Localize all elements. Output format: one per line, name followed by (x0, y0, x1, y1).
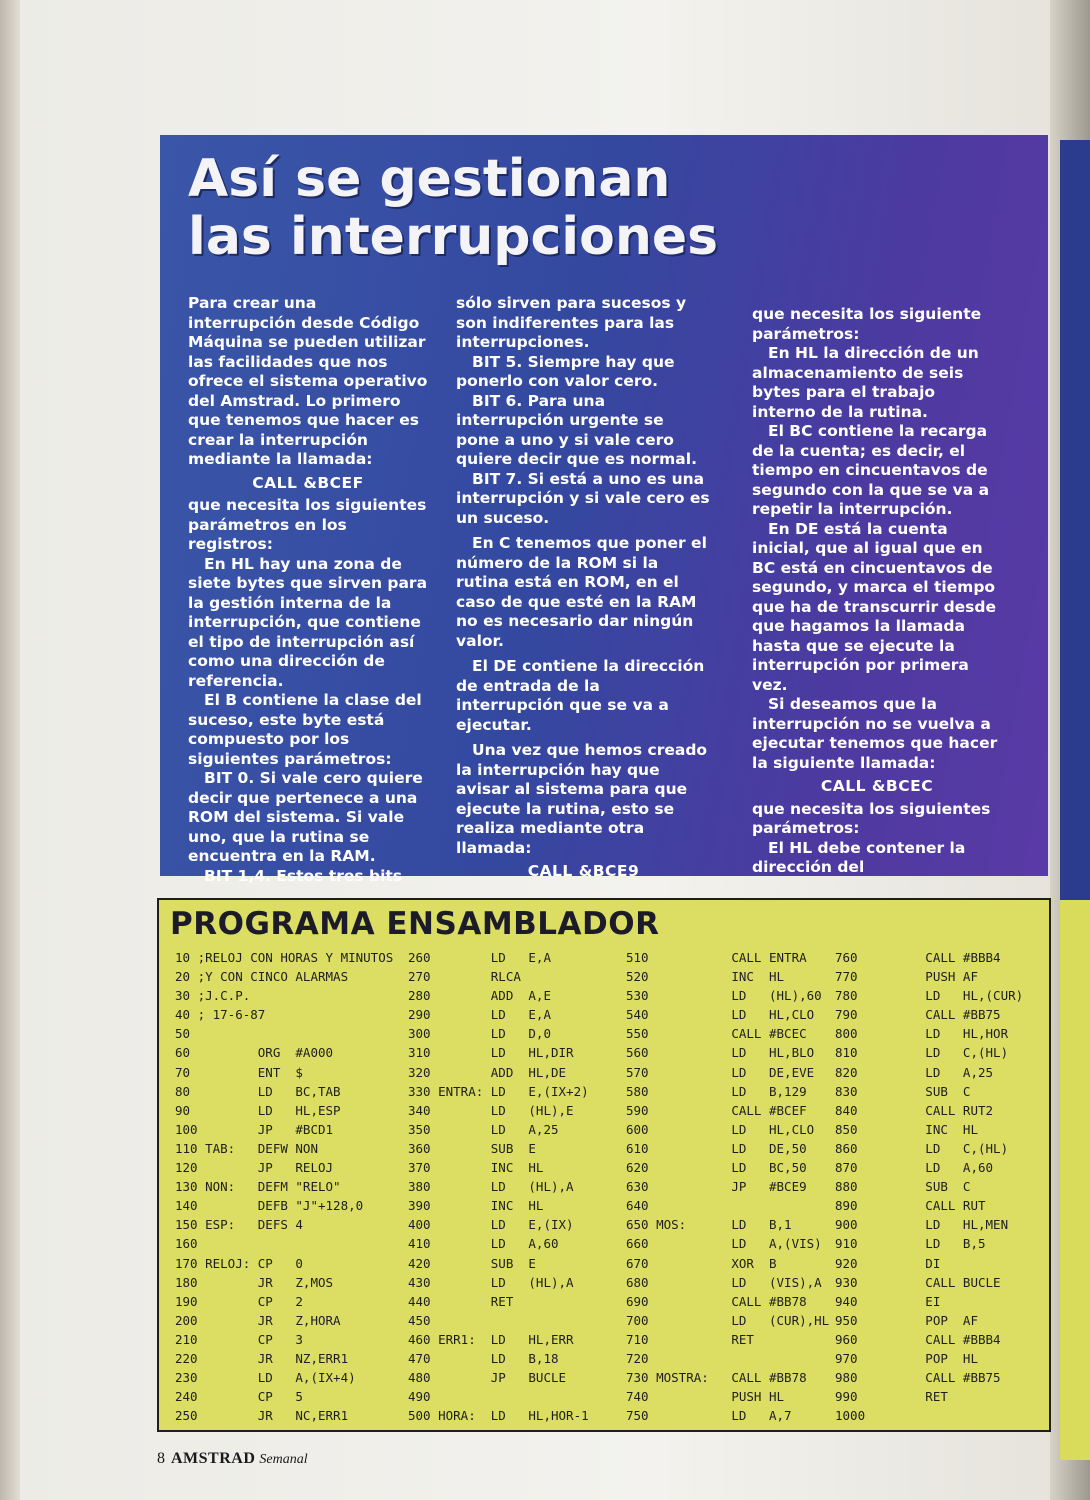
title-line-1: Así se gestionan (188, 149, 671, 209)
paragraph: BIT 1,4. Estos tres bits (204, 866, 403, 885)
code-line: 250 JR NC,ERR1 (175, 1408, 349, 1424)
code-line: 50 (175, 1026, 191, 1042)
code-line: 540 LD HL,CLO (626, 1007, 815, 1023)
code-line: 700 LD (CUR),HL (626, 1312, 830, 1328)
code-line: 880 SUB C (835, 1179, 971, 1195)
code-line: 380 LD (HL),A (408, 1179, 574, 1195)
code-line: 580 LD B,129 (626, 1083, 807, 1099)
code-line: 920 DI (835, 1255, 941, 1271)
code-column-4 (835, 948, 1023, 1425)
code-line: 190 CP 2 (175, 1293, 303, 1309)
code-line: 970 POP HL (835, 1350, 978, 1366)
paragraph: que necesita los siguiente parámetros: (752, 305, 982, 343)
code-line: 110 TAB: DEFW NON (175, 1140, 318, 1156)
code-line: 570 LD DE,EVE (626, 1064, 815, 1080)
code-line: 400 LD E,(IX) (408, 1217, 574, 1233)
paragraph: El DE contiene la dirección de entrada de la interrupción que se va a ejecutar. (456, 657, 705, 734)
article-column-1 (188, 294, 428, 886)
code-line: 790 CALL #BB75 (835, 1007, 1001, 1023)
call-statement: CALL &BCEF (252, 473, 364, 492)
code-line: 680 LD (VIS),A (626, 1274, 822, 1290)
code-line: 1000 (835, 1408, 866, 1424)
code-line: 370 INC HL (408, 1160, 544, 1176)
paragraph: Si deseamos que la interrupción no se vuelva a ejecutar tenemos que hacer la siguiente llamada: (752, 695, 998, 772)
code-line: 310 LD HL,DIR (408, 1045, 574, 1061)
code-line: 490 (408, 1389, 431, 1405)
title-line-2: las interrupciones (188, 207, 719, 267)
paragraph: En HL la dirección de un almacenamiento de seis bytes para el trabajo interno de la rutina. (752, 344, 979, 421)
code-line: 80 LD BC,TAB (175, 1083, 341, 1099)
code-line: 910 LD B,5 (835, 1236, 986, 1252)
program-title: PROGRAMA ENSAMBLADOR (170, 906, 660, 942)
binding-spine (0, 0, 20, 1500)
code-line: 520 INC HL (626, 969, 785, 985)
code-line: 850 INC HL (835, 1121, 978, 1137)
code-line: 780 LD HL,(CUR) (835, 988, 1024, 1004)
paragraph: Una vez que hemos creado la interrupción hay que avisar al sistema para que ejecute la rutina, esto se realiza mediante otra llamada: (456, 741, 708, 857)
code-line: 150 ESP: DEFS 4 (175, 1217, 303, 1233)
code-line: 40 ; 17-6-87 (175, 1007, 266, 1023)
code-line: 350 LD A,25 (408, 1121, 559, 1137)
article-column-2 (456, 294, 711, 885)
article-column-3 (752, 305, 1002, 878)
paragraph: Para crear una interrupción desde Código Máquina se pueden utilizar las facilidades que nos ofrece el sistema operativo del Amstrad. Lo primero que tenemos que hacer es crear la interrupción mediante la llamada: (188, 294, 428, 468)
code-line: 170 RELOJ: CP 0 (175, 1255, 303, 1271)
code-line: 670 XOR B (626, 1255, 777, 1271)
article-title (188, 150, 718, 266)
magazine-name: AMSTRAD (171, 1450, 256, 1467)
code-line: 610 LD DE,50 (626, 1140, 807, 1156)
code-line: 360 SUB E (408, 1140, 536, 1156)
code-line: 180 JR Z,MOS (175, 1274, 334, 1290)
code-line: 860 LD C,(HL) (835, 1140, 1009, 1156)
paragraph: BIT 7. Si está a uno es una interrupción y si vale cero es un suceso. (456, 469, 710, 527)
code-line: 60 ORG #A000 (175, 1045, 334, 1061)
code-line: 130 NON: DEFM "RELO" (175, 1179, 341, 1195)
code-column-3 (626, 948, 829, 1425)
paragraph: El BC contiene la recarga de la cuenta; es decir, el tiempo en cincuentavos de segundo con la que se va a repetir la interrupción. (752, 422, 990, 518)
code-line: 280 ADD A,E (408, 988, 551, 1004)
paragraph: BIT 6. Para una interrupción urgente se pone a uno y si vale cero quiere decir que es normal. (456, 391, 697, 468)
page-number: 8 (157, 1450, 165, 1467)
code-line: 200 JR Z,HORA (175, 1312, 341, 1328)
code-line: 760 CALL #BBB4 (835, 950, 1001, 965)
code-line: 330 ENTRA: LD E,(IX+2) (408, 1083, 589, 1099)
code-line: 940 EI (835, 1293, 941, 1309)
code-line: 290 LD E,A (408, 1007, 551, 1023)
code-column-1 (175, 948, 393, 1425)
code-line: 270 RLCA (408, 969, 521, 985)
code-line: 560 LD HL,BLO (626, 1045, 815, 1061)
code-line: 800 LD HL,HOR (835, 1026, 1009, 1042)
code-line: 390 INC HL (408, 1198, 544, 1214)
code-line: 620 LD BC,50 (626, 1160, 807, 1176)
code-line: 220 JR NZ,ERR1 (175, 1350, 349, 1366)
code-line: 990 RET (835, 1389, 948, 1405)
paragraph: sólo sirven para sucesos y son indiferentes para las interrupciones. (456, 294, 687, 351)
code-line: 410 LD A,60 (408, 1236, 559, 1252)
code-line: 750 LD A,7 (626, 1408, 792, 1424)
code-line: 160 (175, 1236, 198, 1252)
code-line: 120 JP RELOJ (175, 1160, 334, 1176)
code-line: 840 CALL RUT2 (835, 1102, 994, 1118)
code-line: 500 HORA: LD HL,HOR-1 (408, 1408, 589, 1424)
paragraph: BIT 0. Si vale cero quiere decir que pertenece a una ROM del sistema. Si vale uno, que la rutina se encuentra en la RAM. (188, 769, 423, 865)
code-line: 450 (408, 1312, 431, 1328)
code-line: 830 SUB C (835, 1083, 971, 1099)
code-line: 440 RET (408, 1293, 514, 1309)
code-line: 810 LD C,(HL) (835, 1045, 1009, 1061)
code-line: 650 MOS: LD B,1 (626, 1217, 792, 1233)
code-line: 10 ;RELOJ CON HORAS Y MINUTOS (175, 950, 394, 965)
code-line: 930 CALL BUCLE (835, 1274, 1001, 1290)
magazine-subtitle: Semanal (259, 1452, 308, 1467)
code-line: 300 LD D,0 (408, 1026, 551, 1042)
code-line: 320 ADD HL,DE (408, 1064, 567, 1080)
code-line: 730 MOSTRA: CALL #BB78 (626, 1370, 807, 1386)
code-line: 460 ERR1: LD HL,ERR (408, 1331, 574, 1347)
paragraph: que necesita los siguientes parámetros: (752, 799, 991, 837)
code-line: 820 LD A,25 (835, 1064, 994, 1080)
code-line: 960 CALL #BBB4 (835, 1331, 1001, 1347)
code-line: 770 PUSH AF (835, 969, 978, 985)
paragraph: En C tenemos que poner el número de la ROM si la rutina está en ROM, en el caso de que esté en la RAM no es necesario dar ningún valor. (456, 534, 707, 650)
code-line: 340 LD (HL),E (408, 1102, 574, 1118)
code-line: 210 CP 3 (175, 1331, 303, 1347)
code-line: 950 POP AF (835, 1312, 978, 1328)
code-line: 230 LD A,(IX+4) (175, 1370, 356, 1386)
code-line: 690 CALL #BB78 (626, 1293, 807, 1309)
page-footer (157, 1450, 308, 1468)
code-line: 590 CALL #BCEF (626, 1102, 807, 1118)
code-line: 530 LD (HL),60 (626, 988, 822, 1004)
code-line: 640 (626, 1198, 649, 1214)
code-line: 510 CALL ENTRA (626, 950, 807, 965)
paragraph: que necesita los siguientes parámetros en los registros: (188, 496, 427, 553)
code-line: 430 LD (HL),A (408, 1274, 574, 1290)
code-line: 260 LD E,A (408, 950, 551, 965)
code-line: 600 LD HL,CLO (626, 1121, 815, 1137)
paragraph: BIT 5. Siempre hay que ponerlo con valor cero. (456, 352, 675, 390)
code-line: 240 CP 5 (175, 1389, 303, 1405)
code-line: 870 LD A,60 (835, 1160, 994, 1176)
paragraph: En HL hay una zona de siete bytes que sirven para la gestión interna de la interrupción, que contiene el tipo de interrupción así como una dirección de referencia. (188, 554, 428, 690)
code-line: 710 RET (626, 1331, 754, 1347)
code-line: 420 SUB E (408, 1255, 536, 1271)
code-line: 630 JP #BCE9 (626, 1179, 807, 1195)
code-line: 480 JP BUCLE (408, 1370, 567, 1386)
code-line: 890 CALL RUT (835, 1198, 986, 1214)
next-page-yellow-strip (1060, 900, 1090, 1460)
code-column-2 (408, 948, 589, 1425)
code-line: 660 LD A,(VIS) (626, 1236, 822, 1252)
code-line: 900 LD HL,MEN (835, 1217, 1009, 1233)
code-line: 740 PUSH HL (626, 1389, 785, 1405)
code-line: 140 DEFB "J"+128,0 (175, 1198, 364, 1214)
code-line: 470 LD B,18 (408, 1350, 559, 1366)
code-line: 70 ENT $ (175, 1064, 303, 1080)
code-line: 100 JP #BCD1 (175, 1121, 334, 1137)
code-line: 980 CALL #BB75 (835, 1370, 1001, 1386)
code-line: 30 ;J.C.P. (175, 988, 251, 1004)
paragraph: En DE está la cuenta inicial, que al igual que en BC está en cincuentavos de segundo, y marca el tiempo que ha de transcurrir desde que hagamos la llamada hasta que se ejecute la interrupción por primera vez. (752, 519, 997, 694)
call-statement: CALL &BCE9 (527, 862, 640, 880)
paragraph: El B contiene la clase del suceso, este byte está compuesto por los siguientes parámetros: (188, 691, 422, 768)
code-line: 550 CALL #BCEC (626, 1026, 807, 1042)
call-statement: CALL &BCEC (820, 777, 934, 795)
paragraph: El HL debe contener la dirección del (752, 838, 966, 876)
code-line: 90 LD HL,ESP (175, 1102, 341, 1118)
code-line: 720 (626, 1350, 649, 1366)
code-line: 20 ;Y CON CINCO ALARMAS (175, 969, 349, 985)
